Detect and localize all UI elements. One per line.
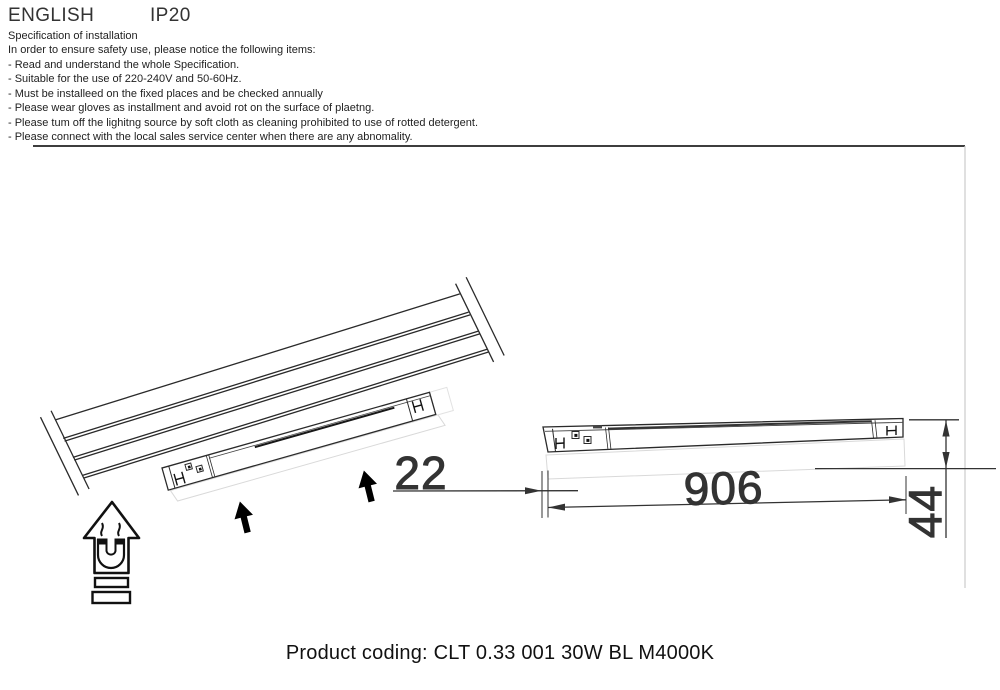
spec-title: Specification of installation bbox=[8, 30, 138, 42]
magnet-icon bbox=[84, 502, 139, 603]
spec-item: - Must be installeed on the fixed places and be checked annually bbox=[8, 87, 323, 100]
dim-906-label: 906 bbox=[683, 461, 765, 515]
dim-44-label: 44 bbox=[899, 484, 951, 539]
install-arrow-icon bbox=[355, 468, 381, 504]
dim-22-label: 22 bbox=[394, 447, 448, 499]
spec-item: - Please tum off the lighitng source by soft cloth as cleaning prohibited to use of rotted detergent. bbox=[8, 116, 479, 129]
up-arrow-outline-icon bbox=[84, 502, 139, 573]
spec-item: - Please wear gloves as installment and avoid rot on the surface of plaetng. bbox=[8, 102, 375, 115]
spec-item: - Read and understand the whole Specification. bbox=[8, 58, 240, 71]
product-coding-caption: Product coding: CLT 0.33 001 30W BL M4000K bbox=[285, 642, 715, 664]
install-arrow-icon bbox=[231, 499, 257, 535]
ip-rating-label: IP20 bbox=[150, 5, 191, 26]
spec-intro: In order to ensure safety use, please notice the following items: bbox=[8, 44, 316, 57]
spec-item: - Suitable for the use of 220-240V and 50-60Hz. bbox=[8, 73, 242, 86]
language-label: ENGLISH bbox=[8, 5, 95, 26]
spec-item: - Please connect with the local sales service center when there are any abnomality. bbox=[8, 131, 413, 144]
